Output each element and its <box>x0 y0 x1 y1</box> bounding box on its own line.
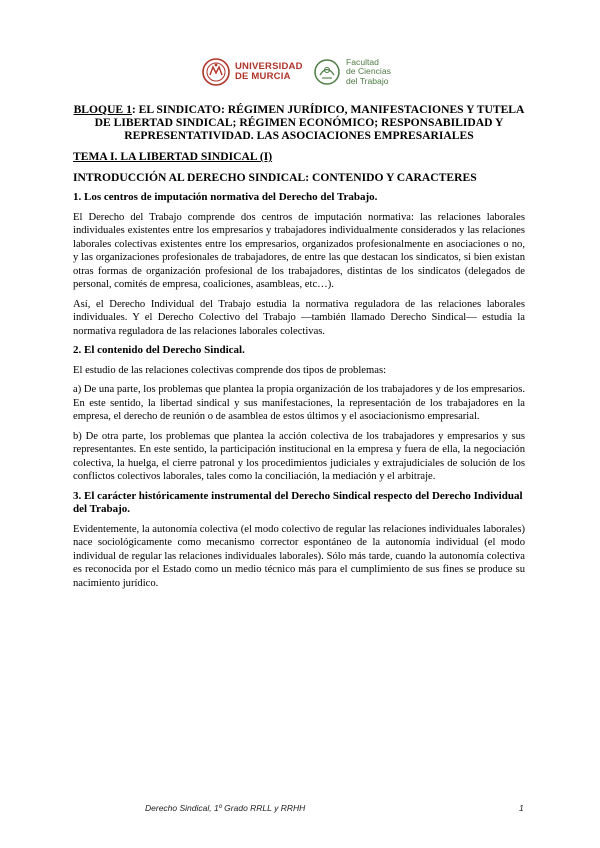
faculty-logo-line-3: del Trabajo <box>346 75 389 86</box>
footer-course: Derecho Sindical, 1º Grado RRLL y RRHH <box>145 803 306 813</box>
university-logo-line-1: UNIVERSIDAD <box>235 61 303 72</box>
section-2-paragraph-2: a) De una parte, los problemas que plantea la propia organización de los trabajadores y de los empresarios. En este sentido, la libertad sindical y sus manifestaciones, la representación de los trabajadores en la empresa, el derecho de reunión o de asamblea de estos últimos y el asociacionismo empresarial. <box>73 384 525 422</box>
university-seal-icon <box>201 57 231 87</box>
section-2-heading: 2. El contenido del Derecho Sindical. <box>73 344 245 356</box>
section-3-heading: 3. El carácter históricamente instrumental del Derecho Sindical respecto del Derecho Individual del Trabajo. <box>73 489 523 515</box>
section-2-paragraph-1: El estudio de las relaciones colectivas comprende dos tipos de problemas: <box>73 364 387 376</box>
faculty-logo-text <box>346 58 391 87</box>
section-2-paragraph-3: b) De otra parte, los problemas que plantea la acción colectiva de los trabajadores y empresarios y sus representantes. En este sentido, la participación institucional en la empresa y fuera de ella, la negociación colectiva, la huelga, el cierre patronal y los procedimientos judiciales y extrajudiciales de solución de los conflictos colectivos laborales, tales como la conciliación, la mediación y el arbitraje. <box>73 430 525 482</box>
header-logos <box>0 56 600 90</box>
university-logo-text <box>235 62 303 82</box>
document-body <box>73 103 525 596</box>
university-logo-line-2: DE MURCIA <box>235 71 291 82</box>
block-label: BLOQUE 1 <box>73 103 132 116</box>
faculty-logo-line-2: de Ciencias <box>346 66 391 77</box>
intro-heading: INTRODUCCIÓN AL DERECHO SINDICAL: CONTENIDO Y CARACTERES <box>73 171 477 184</box>
faculty-emblem-icon <box>313 58 341 86</box>
faculty-logo-line-1: Facultad <box>346 56 379 67</box>
section-1-paragraph-1: El Derecho del Trabajo comprende dos centros de imputación normativa: las relaciones laborales individuales existentes entre los empresarios y trabajadores individualmente considerados y las relaciones laborales colectivas existentes entre los empresarios, organizados profesionalmente en asociaciones o no, y las organizaciones profesionales de trabajadores, de entre las que destacan los sindicatos, si bien existan otras formas de organización profesional de los trabajadores, distintas de los sindicatos (delegados de personal, comités de empresa, coaliciones, asambleas, etc…). <box>73 211 525 290</box>
page-number: 1 <box>519 803 524 813</box>
section-3-paragraph-1: Evidentemente, la autonomía colectiva (el modo colectivo de regular las relaciones individuales laborales) nace sociológicamente como mecanismo corrector espontáneo de la autonomía individual (el modo individual de regular las relaciones individuales laborales). Sólo más tarde, cuando la autonomía colectiva es reconocida por el Estado como un medio técnico más para el cumplimiento de sus fines se produce su nacimiento jurídico. <box>73 523 525 589</box>
section-1-paragraph-2: Así, el Derecho Individual del Trabajo estudia la normativa reguladora de las relaciones laborales individuales. Y el Derecho Colectivo del Trabajo —también llamado Derecho Sindical— estudia la normativa reguladora de las relaciones laborales colectivas. <box>73 298 525 337</box>
block-title-text: : EL SINDICATO: RÉGIMEN JURÍDICO, MANIFESTACIONES Y TUTELA DE LIBERTAD SINDICAL; RÉGIMEN ECONÓMICO; RESPONSABILIDAD Y REPRESENTATIVIDAD. LAS ASOCIACIONES EMPRESARIALES <box>94 103 525 142</box>
section-1-heading: 1. Los centros de imputación normativa del Derecho del Trabajo. <box>73 191 378 203</box>
tema-title: TEMA I. LA LIBERTAD SINDICAL (I) <box>73 150 273 163</box>
faculty-logo <box>313 56 391 88</box>
block-title <box>73 103 525 142</box>
university-logo <box>201 56 303 88</box>
